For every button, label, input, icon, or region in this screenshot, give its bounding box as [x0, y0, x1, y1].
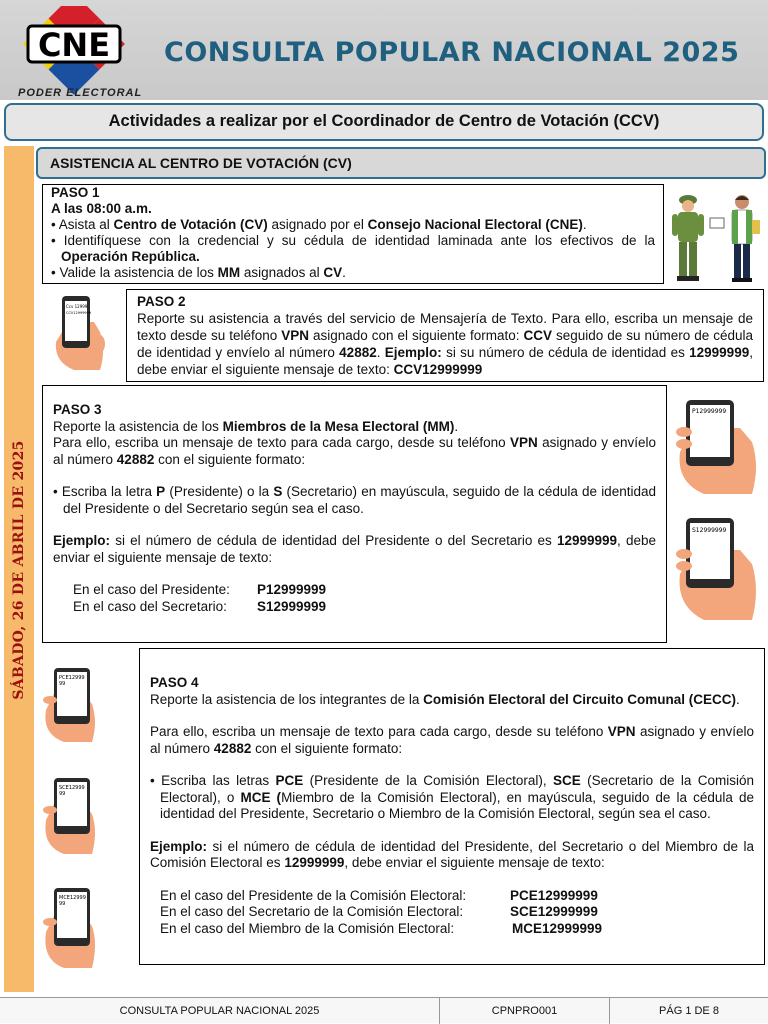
page-header — [0, 0, 768, 100]
date-side-label: SÁBADO, 26 DE ABRIL DE 2025 — [10, 440, 27, 700]
svg-text:PCE12999: PCE12999 — [59, 675, 85, 681]
paso3-examples — [53, 582, 656, 615]
page-title: CONSULTA POPULAR NACIONAL 2025 — [164, 37, 740, 68]
paso1-title: PASO 1 — [51, 185, 100, 200]
phone-ccv-icon — [54, 292, 108, 372]
paso4-box — [139, 648, 765, 965]
paso3-line-1: Reporte la asistencia de los Miembros de la Mesa Electoral (MM). — [53, 418, 459, 434]
svg-text:MCE12999: MCE12999 — [59, 895, 86, 901]
paso3-example: Ejemplo: si el número de cédula de identidad del Presidente o del Secretario es 12999999, debe enviar el siguiente mensaje de texto: — [53, 533, 656, 565]
footer-page-number: PÁG 1 DE 8 — [659, 1004, 719, 1017]
phone-s-icon — [674, 510, 760, 622]
svg-text:P12999999: P12999999 — [692, 408, 727, 415]
paso1-bullet-1: • Asista al Centro de Votación (CV) asignado por el Consejo Nacional Electoral (CNE). — [51, 217, 587, 232]
paso4-bullet: • Escriba las letras PCE (Presidente de la Comisión Electoral), SCE (Secretario de la Comisión Electoral), o MCE (Miembro de la Comisión Electoral), en mayúscula, seguido de la cédula de identidad del Presidente, Secretario o Miembro de la Comisión Electoral, según sea el caso. — [150, 773, 755, 821]
paso4-example: Ejemplo: si el número de cédula de identidad del Presidente, del Secretario o del Miembro de la Comisión Electoral es 12999999, debe enviar el siguiente mensaje de texto: — [150, 838, 754, 870]
phone-p-icon — [674, 392, 760, 496]
cne-logo — [8, 6, 143, 99]
example-row: En el caso del Miembro de la Comisión Electoral: MCE12999999 — [160, 920, 603, 936]
paso3-title: PASO 3 — [53, 402, 102, 417]
officers-illustration — [668, 190, 764, 284]
paso3-box — [42, 385, 667, 643]
paso1-box — [42, 184, 664, 284]
paso3-line-2: Para ello, escriba un mensaje de texto para cada cargo, desde su teléfono VPN asignado y envíelo al número 42882 con el siguiente formato: — [53, 435, 656, 467]
logo-subtitle: PODER ELECTORAL — [18, 87, 143, 99]
paso2-text: Reporte su asistencia a través del servicio de Mensajería de Texto. Para ello, escriba un mensaje de texto desde su teléfono VPN asignado con el siguiente formato: CCV seguido de su número de cédula de identidad y envíelo al número 42882. Ejemplo: si su número de cédula de identidad es 12999999, debe enviar el siguiente mensaje de texto: CCV12999999 — [137, 311, 753, 377]
svg-text:99: 99 — [59, 901, 66, 907]
paso4-line-2: Para ello, escriba un mensaje de texto para cada cargo, desde su teléfono VPN asignado y envíelo al número 42882 con el siguiente formato: — [150, 724, 754, 756]
phone-pce-icon — [42, 664, 98, 744]
paso2-box — [126, 289, 764, 382]
svg-text:CNE: CNE — [37, 26, 111, 64]
page-subtitle: Actividades a realizar por el Coordinador de Centro de Votación (CCV) — [4, 103, 764, 141]
phone-mce-icon — [42, 884, 98, 970]
example-row: En el caso del Secretario: S12999999 — [73, 598, 327, 614]
svg-text:Ccv 12999: Ccv 12999 — [66, 304, 88, 309]
phone-sce-icon — [42, 774, 98, 856]
example-row: En el caso del Presidente de la Comisión Electoral: PCE12999999 — [160, 887, 598, 903]
paso3-bullet: • Escriba la letra P (Presidente) o la S (Secretario) en mayúscula, seguido de la cédula de identidad del Presidente o del Secretario según sea el caso. — [53, 484, 656, 516]
paso4-line-1: Reporte la asistencia de los integrantes de la Comisión Electoral del Circuito Comunal (CECC). — [150, 691, 740, 707]
paso1-bullet-2: • Identifíquese con la credencial y su cédula de identidad laminada ante los efectivos de la Operación República. — [51, 233, 655, 264]
svg-text:99: 99 — [59, 681, 66, 687]
section-title: ASISTENCIA AL CENTRO DE VOTACIÓN (CV) — [36, 147, 766, 179]
paso1-bullet-3: • Valide la asistencia de los MM asignados al CV. — [51, 265, 346, 280]
paso1-time: A las 08:00 a.m. — [51, 201, 152, 216]
paso4-examples — [150, 888, 754, 938]
example-row: En el caso del Presidente: P12999999 — [73, 582, 327, 597]
example-row: En el caso del Secretario de la Comisión Electoral: SCE12999999 — [160, 904, 598, 919]
svg-text:SCE12999: SCE12999 — [59, 785, 85, 791]
svg-text:S12999999: S12999999 — [692, 527, 727, 534]
svg-text:CCV12999999: CCV12999999 — [66, 311, 92, 315]
footer-doc-title: CONSULTA POPULAR NACIONAL 2025 — [0, 998, 440, 1024]
page-footer — [0, 997, 768, 1023]
paso2-title: PASO 2 — [137, 294, 186, 309]
paso4-title: PASO 4 — [150, 675, 199, 690]
svg-text:99: 99 — [59, 791, 66, 797]
footer-doc-code: CPNPRO001 — [440, 998, 610, 1024]
